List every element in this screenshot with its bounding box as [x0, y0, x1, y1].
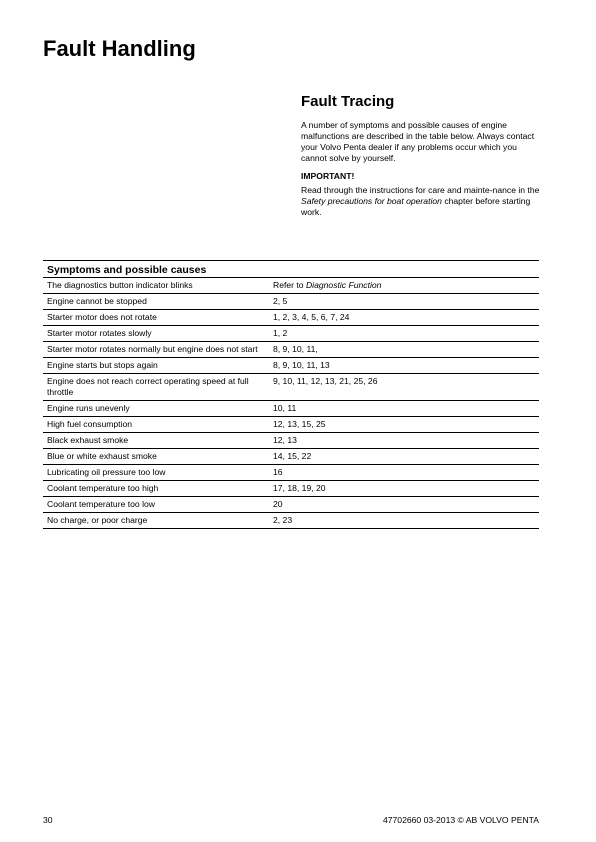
symptom-cell: Starter motor does not rotate	[47, 312, 157, 322]
causes-cell: 12, 13	[273, 435, 297, 445]
fault-tracing-section	[301, 93, 541, 218]
causes-cell: 8, 9, 10, 11,	[273, 344, 318, 354]
symptoms-table	[43, 260, 539, 529]
table-row	[43, 294, 539, 310]
table-row	[43, 401, 539, 417]
important-label: IMPORTANT!	[301, 171, 355, 181]
page-title: Fault Handling	[43, 36, 196, 61]
important-paragraph	[301, 185, 541, 218]
symptom-cell: High fuel consumption	[47, 419, 133, 429]
causes-cell: 16	[273, 467, 283, 477]
table-row	[43, 481, 539, 497]
table-row	[43, 417, 539, 433]
symptom-cell: Coolant temperature too low	[47, 499, 155, 509]
diagnostic-function-reference: Diagnostic Function	[305, 280, 382, 290]
symptom-cell: Lubricating oil pressure too low	[47, 467, 166, 477]
causes-cell: 17, 18, 19, 20	[273, 483, 326, 493]
symptom-cell: Engine cannot be stopped	[47, 296, 147, 306]
document-info: 47702660 03-2013 © AB VOLVO PENTA	[382, 815, 539, 825]
table-row	[43, 358, 539, 374]
symptom-cell: Engine does not reach correct operating speed at full throttle	[47, 376, 249, 397]
important-text-part2: chapter before starting work.	[301, 196, 531, 217]
symptom-cell: Blue or white exhaust smoke	[47, 451, 157, 461]
safety-precautions-reference: Safety precautions for boat operation	[301, 196, 442, 206]
causes-prefix: Refer to	[273, 280, 306, 290]
causes-cell	[271, 278, 539, 293]
table-row	[43, 310, 539, 326]
table-row	[43, 433, 539, 449]
causes-cell: 2, 23	[273, 515, 293, 525]
symptom-cell: Starter motor rotates normally but engine does not start	[47, 344, 258, 354]
causes-cell: 14, 15, 22	[273, 451, 312, 461]
intro-paragraph: A number of symptoms and possible causes of engine malfunctions are described in the table below. Always contact your Volvo Penta dealer if any problems occur which you cannot solve by yourself.	[301, 120, 535, 163]
symptom-cell: Coolant temperature too high	[47, 483, 159, 493]
symptom-cell: Black exhaust smoke	[47, 435, 129, 445]
causes-cell: 10, 11	[273, 403, 297, 413]
section-title: Fault Tracing	[301, 93, 395, 110]
symptom-cell: The diagnostics button indicator blinks	[47, 280, 193, 290]
important-text-part1: Read through the instructions for care and mainte-nance in the	[301, 185, 540, 195]
causes-cell: 8, 9, 10, 11, 13	[273, 360, 330, 370]
causes-cell: 20	[273, 499, 283, 509]
table-row	[43, 278, 539, 294]
table-row	[43, 513, 539, 529]
causes-cell: 2, 5	[273, 296, 288, 306]
causes-cell: 9, 10, 11, 12, 13, 21, 25, 26	[273, 376, 378, 386]
causes-cell: 1, 2, 3, 4, 5, 6, 7, 24	[273, 312, 350, 322]
page-number: 30	[43, 815, 53, 825]
causes-cell: 12, 13, 15, 25	[273, 419, 326, 429]
table-row	[43, 449, 539, 465]
table-row	[43, 465, 539, 481]
causes-cell: 1, 2	[273, 328, 288, 338]
table-row	[43, 326, 539, 342]
table-row	[43, 497, 539, 513]
symptom-cell: Engine runs unevenly	[47, 403, 130, 413]
symptom-cell: Engine starts but stops again	[47, 360, 158, 370]
table-row	[43, 374, 539, 401]
table-row	[43, 342, 539, 358]
table-header: Symptoms and possible causes	[43, 261, 539, 278]
symptom-cell: Starter motor rotates slowly	[47, 328, 152, 338]
symptom-cell: No charge, or poor charge	[47, 515, 148, 525]
